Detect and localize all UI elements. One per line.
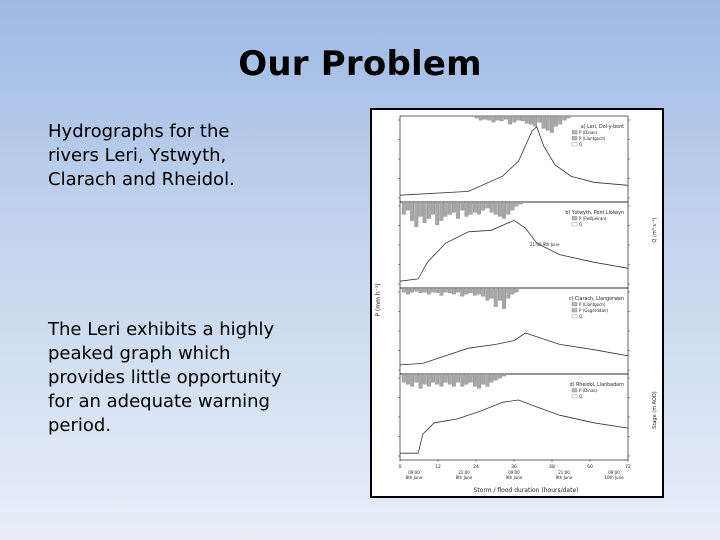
legend-entry: Q bbox=[579, 142, 583, 147]
panel-label: c) Clarach, Llangorwen bbox=[568, 297, 624, 302]
rainfall-bar bbox=[477, 202, 481, 214]
x-date-label: 8th June bbox=[455, 475, 473, 480]
x-date-label: 9th June bbox=[555, 475, 573, 480]
rainfall-bar bbox=[550, 116, 554, 133]
rainfall-bar bbox=[473, 202, 477, 212]
rainfall-bar bbox=[538, 116, 542, 122]
rainfall-bar bbox=[410, 288, 414, 292]
rainfall-bar bbox=[440, 288, 444, 295]
rainfall-bar bbox=[456, 374, 460, 382]
rainfall-bar bbox=[487, 116, 491, 120]
discharge-line bbox=[400, 400, 628, 453]
x-tick-label: 60 bbox=[587, 465, 593, 470]
rainfall-bar bbox=[452, 374, 456, 386]
rainfall-bar bbox=[507, 288, 511, 298]
rainfall-bar bbox=[494, 202, 498, 214]
rainfall-bar bbox=[448, 288, 452, 293]
rainfall-bar bbox=[461, 374, 465, 386]
rainfall-bar bbox=[498, 374, 502, 378]
rainfall-bar bbox=[440, 374, 444, 386]
rainfall-bar bbox=[511, 202, 515, 210]
peak-time-annotation: 21:00 9th June bbox=[530, 242, 560, 247]
rainfall-bar bbox=[469, 288, 473, 293]
rainfall-bar bbox=[517, 116, 521, 120]
legend-entry: P (Dinas) bbox=[579, 388, 598, 393]
rainfall-bar bbox=[465, 288, 469, 294]
x-tick-label: 72 bbox=[625, 465, 631, 470]
right-axis-label-stage: Stage (m AOD) bbox=[652, 391, 658, 429]
rainfall-bar bbox=[486, 202, 490, 208]
panel-label: d) Rheidol, Llanbadarn bbox=[569, 383, 624, 388]
rainfall-bar bbox=[431, 288, 435, 292]
rainfall-bar bbox=[521, 116, 525, 121]
intro-paragraph: Hydrographs for the rivers Leri, Ystwyth, Clarach and Rheidol. bbox=[48, 121, 235, 190]
rainfall-bar bbox=[563, 116, 567, 120]
legend-entry: P (Llantgoch) bbox=[579, 302, 606, 307]
x-tick-label: 12 bbox=[435, 465, 441, 470]
legend-entry: Q bbox=[579, 314, 583, 319]
rainfall-bar bbox=[448, 374, 452, 384]
rainfall-bar bbox=[452, 202, 456, 212]
rainfall-bar bbox=[486, 374, 490, 386]
rainfall-bar bbox=[529, 116, 533, 124]
rainfall-bar bbox=[492, 116, 496, 122]
rainfall-bar bbox=[431, 202, 435, 214]
rainfall-bar bbox=[440, 202, 444, 221]
rainfall-bar bbox=[502, 374, 506, 376]
rainfall-bar bbox=[465, 374, 469, 384]
rainfall-bar bbox=[481, 374, 485, 384]
rainfall-bar bbox=[435, 374, 439, 384]
rainfall-bar bbox=[494, 374, 498, 380]
x-tick-label: 0 bbox=[398, 465, 402, 470]
rainfall-bar bbox=[465, 202, 469, 216]
x-time-label: 09:00 bbox=[608, 470, 620, 475]
rainfall-bar bbox=[423, 202, 427, 223]
rainfall-bar bbox=[461, 202, 465, 210]
rainfall-bar bbox=[498, 202, 502, 216]
rainfall-bar bbox=[423, 374, 427, 384]
rainfall-bar bbox=[512, 116, 516, 122]
x-date-label: 9th June bbox=[505, 475, 523, 480]
rainfall-bar bbox=[406, 374, 410, 384]
hydrograph-panel bbox=[398, 288, 630, 374]
rainfall-bar bbox=[479, 116, 483, 120]
rainfall-bar bbox=[500, 116, 504, 121]
x-tick-label: 24 bbox=[473, 465, 479, 470]
legend-entry: P (Gogerddan) bbox=[579, 308, 608, 313]
rainfall-bar bbox=[508, 116, 512, 124]
x-time-label: 09:00 bbox=[508, 470, 520, 475]
rainfall-bar bbox=[490, 374, 494, 382]
rainfall-bar bbox=[533, 116, 537, 126]
rainfall-bar bbox=[502, 202, 506, 219]
right-axis-label-discharge: Q (m³ s⁻¹) bbox=[652, 217, 658, 243]
rainfall-bar bbox=[448, 202, 452, 214]
rainfall-bar bbox=[415, 202, 419, 227]
rainfall-bar bbox=[406, 288, 410, 294]
rainfall-bar bbox=[490, 288, 494, 298]
rainfall-bar bbox=[427, 288, 431, 294]
leri-paragraph: The Leri exhibits a highly peaked graph which provides little opportunity for an adequate warning period. bbox=[48, 319, 282, 436]
discharge-line bbox=[400, 333, 628, 365]
x-date-label: 10th June bbox=[604, 475, 624, 480]
rainfall-bar bbox=[444, 288, 448, 292]
rainfall-bar bbox=[427, 374, 431, 386]
hydrograph-panel bbox=[398, 116, 630, 202]
rainfall-bar bbox=[435, 288, 439, 293]
rainfall-bar bbox=[410, 374, 414, 386]
rainfall-bar bbox=[402, 202, 406, 214]
rainfall-bar bbox=[415, 374, 419, 382]
rainfall-bar bbox=[494, 288, 498, 307]
rainfall-bar bbox=[546, 116, 550, 130]
rainfall-bar bbox=[456, 202, 460, 219]
rainfall-bar bbox=[496, 116, 500, 120]
rainfall-bar bbox=[444, 374, 448, 382]
hydrograph-panel bbox=[398, 202, 630, 288]
rainfall-bar bbox=[515, 202, 519, 206]
left-axis-label: P (mm h⁻¹) bbox=[375, 283, 382, 317]
legend-entry: P (Llantgoch) bbox=[579, 136, 606, 141]
rainfall-bar bbox=[444, 202, 448, 216]
rainfall-bar bbox=[419, 374, 423, 388]
rainfall-bar bbox=[402, 374, 406, 382]
x-tick-label: 48 bbox=[549, 465, 555, 470]
x-axis-label: Storm / flood duration (hours/date) bbox=[473, 487, 579, 494]
rainfall-bar bbox=[483, 116, 487, 119]
x-date-label: 8th June bbox=[405, 475, 423, 480]
rainfall-bar bbox=[542, 116, 546, 128]
legend-entry: Q bbox=[579, 394, 583, 399]
panel-label: b) Ystwyth, Pont Llolwyn bbox=[565, 211, 624, 216]
rainfall-bar bbox=[423, 288, 427, 292]
rainfall-bar bbox=[452, 288, 456, 294]
x-time-label: 21:00 bbox=[558, 470, 570, 475]
rainfall-bar bbox=[406, 202, 410, 210]
rainfall-bar bbox=[502, 288, 506, 309]
rainfall-bar bbox=[402, 288, 406, 292]
panel-label: a) Leri, Dol-y-bont bbox=[580, 125, 624, 130]
legend-entry: P (Dinas) bbox=[579, 130, 598, 135]
rainfall-bar bbox=[415, 288, 419, 291]
rainfall-bar bbox=[427, 202, 431, 219]
rainfall-bar bbox=[477, 374, 481, 388]
rainfall-bar bbox=[475, 116, 479, 118]
discharge-line bbox=[400, 220, 628, 281]
hydrograph-svg bbox=[372, 110, 662, 496]
rainfall-bar bbox=[477, 288, 481, 294]
rainfall-bar bbox=[469, 202, 473, 214]
legend-entry: Q bbox=[579, 222, 583, 227]
rainfall-bar bbox=[567, 116, 571, 118]
rainfall-bar bbox=[507, 202, 511, 214]
rainfall-bar bbox=[481, 202, 485, 210]
rainfall-bar bbox=[486, 288, 490, 300]
rainfall-bar bbox=[511, 288, 515, 294]
rainfall-bar bbox=[473, 288, 477, 295]
rainfall-bar bbox=[504, 116, 508, 119]
rainfall-bar bbox=[515, 288, 519, 292]
rainfall-bar bbox=[554, 116, 558, 126]
hydrograph-figure bbox=[370, 108, 664, 498]
rainfall-bar bbox=[410, 202, 414, 221]
rainfall-bar bbox=[519, 202, 523, 204]
rainfall-bar bbox=[435, 202, 439, 225]
rainfall-bar bbox=[498, 288, 502, 300]
rainfall-bar bbox=[456, 288, 460, 292]
rainfall-bar bbox=[431, 374, 435, 382]
rainfall-bar bbox=[419, 288, 423, 293]
rainfall-bar bbox=[469, 374, 473, 382]
rainfall-bar bbox=[419, 202, 423, 216]
rainfall-bar bbox=[558, 116, 562, 124]
slide-title: Our Problem bbox=[238, 44, 482, 84]
x-tick-label: 36 bbox=[511, 465, 517, 470]
rainfall-bar bbox=[473, 374, 477, 386]
hydrograph-panel bbox=[398, 374, 630, 460]
rainfall-bar bbox=[525, 116, 529, 123]
x-time-label: 09:00 bbox=[408, 470, 420, 475]
x-time-label: 21:00 bbox=[458, 470, 470, 475]
rainfall-bar bbox=[481, 288, 485, 296]
legend-entry: P (Pwllpeiran) bbox=[579, 216, 607, 221]
rainfall-bar bbox=[461, 288, 465, 296]
rainfall-bar bbox=[490, 202, 494, 212]
